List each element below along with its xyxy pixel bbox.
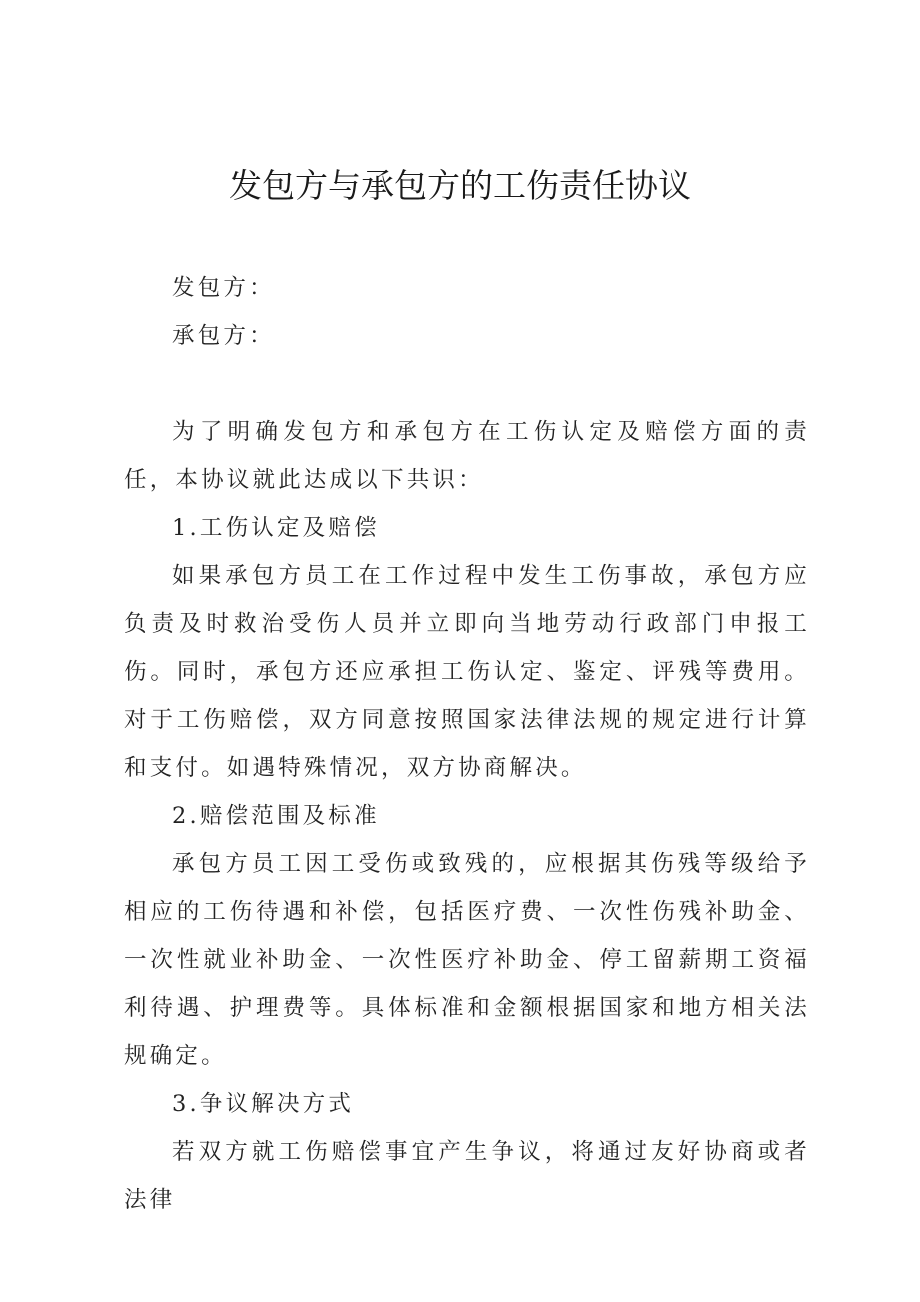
party-b-label: 承包方：: [172, 323, 275, 349]
section-heading-2: 2.赔偿范围及标准: [172, 803, 380, 829]
section-heading-3: 3.争议解决方式: [172, 1091, 355, 1117]
party-a-label: 发包方：: [172, 275, 275, 301]
document-title: 发包方与承包方的工伤责任协议: [229, 166, 691, 205]
section-body-3: 若双方就工伤赔偿事宜产生争议，将通过友好协商或者法律: [124, 1139, 810, 1213]
section-body-1: 如果承包方员工在工作过程中发生工伤事故，承包方应负责及时救治受伤人员并立即向当地劳动行政部门申报工伤。同时，承包方还应承担工伤认定、鉴定、评残等费用。对于工伤赔偿，双方同意按照国家法律法规的规定进行计算和支付。如遇特殊情况，双方协商解决。: [124, 563, 810, 781]
section-heading-1: 1.工伤认定及赔偿: [172, 515, 380, 541]
section-body-2: 承包方员工因工受伤或致残的，应根据其伤残等级给予相应的工伤待遇和补偿，包括医疗费、一次性伤残补助金、一次性就业补助金、一次性医疗补助金、停工留薪期工资福利待遇、护理费等。具体标准和金额根据国家和地方相关法规确定。: [124, 851, 810, 1069]
document-body: [124, 264, 810, 1224]
blank-line: [124, 360, 810, 408]
intro-paragraph: 为了明确发包方和承包方在工伤认定及赔偿方面的责任，本协议就此达成以下共识：: [124, 419, 810, 493]
